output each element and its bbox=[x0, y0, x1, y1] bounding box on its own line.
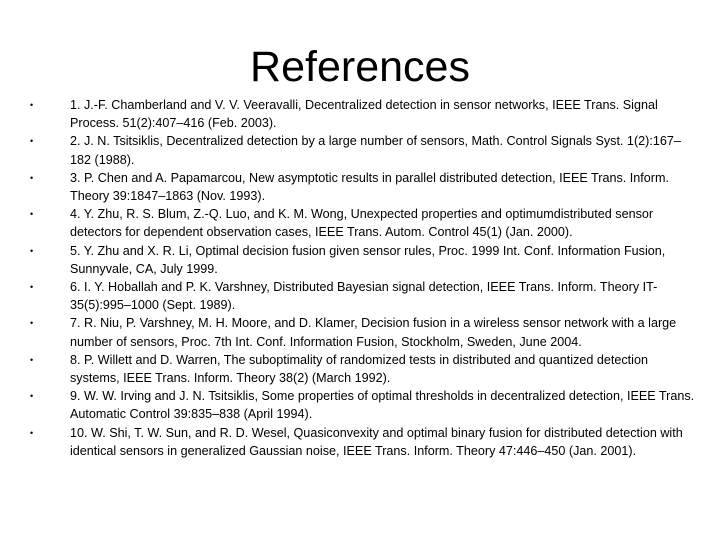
reference-text: 9. W. W. Irving and J. N. Tsitsiklis, Some properties of optimal thresholds in decentralized detection, IEEE Trans. Automatic Control 39:835–838 (April 1994). bbox=[70, 389, 695, 422]
bullet-icon: • bbox=[30, 354, 34, 365]
reference-item bbox=[30, 278, 696, 314]
reference-text: 6. I. Y. Hoballah and P. K. Varshney, Distributed Bayesian signal detection, IEEE Trans. Inform. Theory IT-35(5):995–1000 (Sept. 1989). bbox=[70, 280, 658, 313]
reference-text: 1. J.-F. Chamberland and V. V. Veeravalli, Decentralized detection in sensor networks, IEEE Trans. Signal Process. 51(2):407–416 (Feb. 2003). bbox=[70, 98, 658, 131]
bullet-icon: • bbox=[30, 136, 34, 147]
reference-item bbox=[30, 169, 696, 205]
reference-text: 2. J. N. Tsitsiklis, Decentralized detection by a large number of sensors, Math. Control Signals Syst. 1(2):167–182 (1988). bbox=[70, 134, 681, 167]
reference-item bbox=[30, 132, 696, 168]
reference-item bbox=[30, 387, 696, 423]
bullet-icon: • bbox=[30, 172, 34, 183]
bullet-icon: • bbox=[30, 100, 34, 110]
bullet-icon: • bbox=[30, 391, 34, 402]
reference-item bbox=[30, 424, 696, 460]
reference-item bbox=[30, 314, 696, 350]
reference-item bbox=[30, 96, 696, 132]
reference-item bbox=[30, 242, 696, 278]
reference-item bbox=[30, 351, 696, 387]
reference-text: 5. Y. Zhu and X. R. Li, Optimal decision fusion given sensor rules, Proc. 1999 Int. Conf. Information Fusion, Sunnyvale, CA, July 1999. bbox=[70, 243, 666, 276]
reference-text: 4. Y. Zhu, R. S. Blum, Z.-Q. Luo, and K. M. Wong, Unexpected properties and optimumdistributed sensor detectors for dependent observation cases, IEEE Trans. Autom. Control 45(1) (Jan. 2000). bbox=[70, 207, 654, 240]
bullet-icon: • bbox=[30, 282, 34, 293]
reference-item bbox=[30, 205, 696, 241]
bullet-icon: • bbox=[30, 245, 34, 256]
bullet-icon: • bbox=[30, 427, 34, 438]
reference-text: 7. R. Niu, P. Varshney, M. H. Moore, and D. Klamer, Decision fusion in a wireless sensor network with a large number of sensors, Proc. 7th Int. Conf. Information Fusion, Stockholm, Sweden, June 2004. bbox=[70, 316, 677, 349]
reference-text: 8. P. Willett and D. Warren, The suboptimality of randomized tests in distributed and quantized detection systems, IEEE Trans. Inform. Theory 38(2) (March 1992). bbox=[70, 352, 648, 386]
bullet-icon: • bbox=[30, 318, 34, 329]
reference-text: 3. P. Chen and A. Papamarcou, New asymptotic results in parallel distributed detection, IEEE Trans. Inform. Theory 39:1847–1863 (Nov. 1993). bbox=[70, 170, 669, 204]
reference-text: 10. W. Shi, T. W. Sun, and R. D. Wesel, Quasiconvexity and optimal binary fusion for distributed detection with identical sensors in generalized Gaussian noise, IEEE Trans. Inform. Theory 47:446–450 (Jan. 2001). bbox=[70, 425, 683, 458]
bullet-icon: • bbox=[30, 209, 34, 220]
slide-title: References bbox=[250, 43, 470, 91]
reference-list bbox=[30, 96, 696, 460]
